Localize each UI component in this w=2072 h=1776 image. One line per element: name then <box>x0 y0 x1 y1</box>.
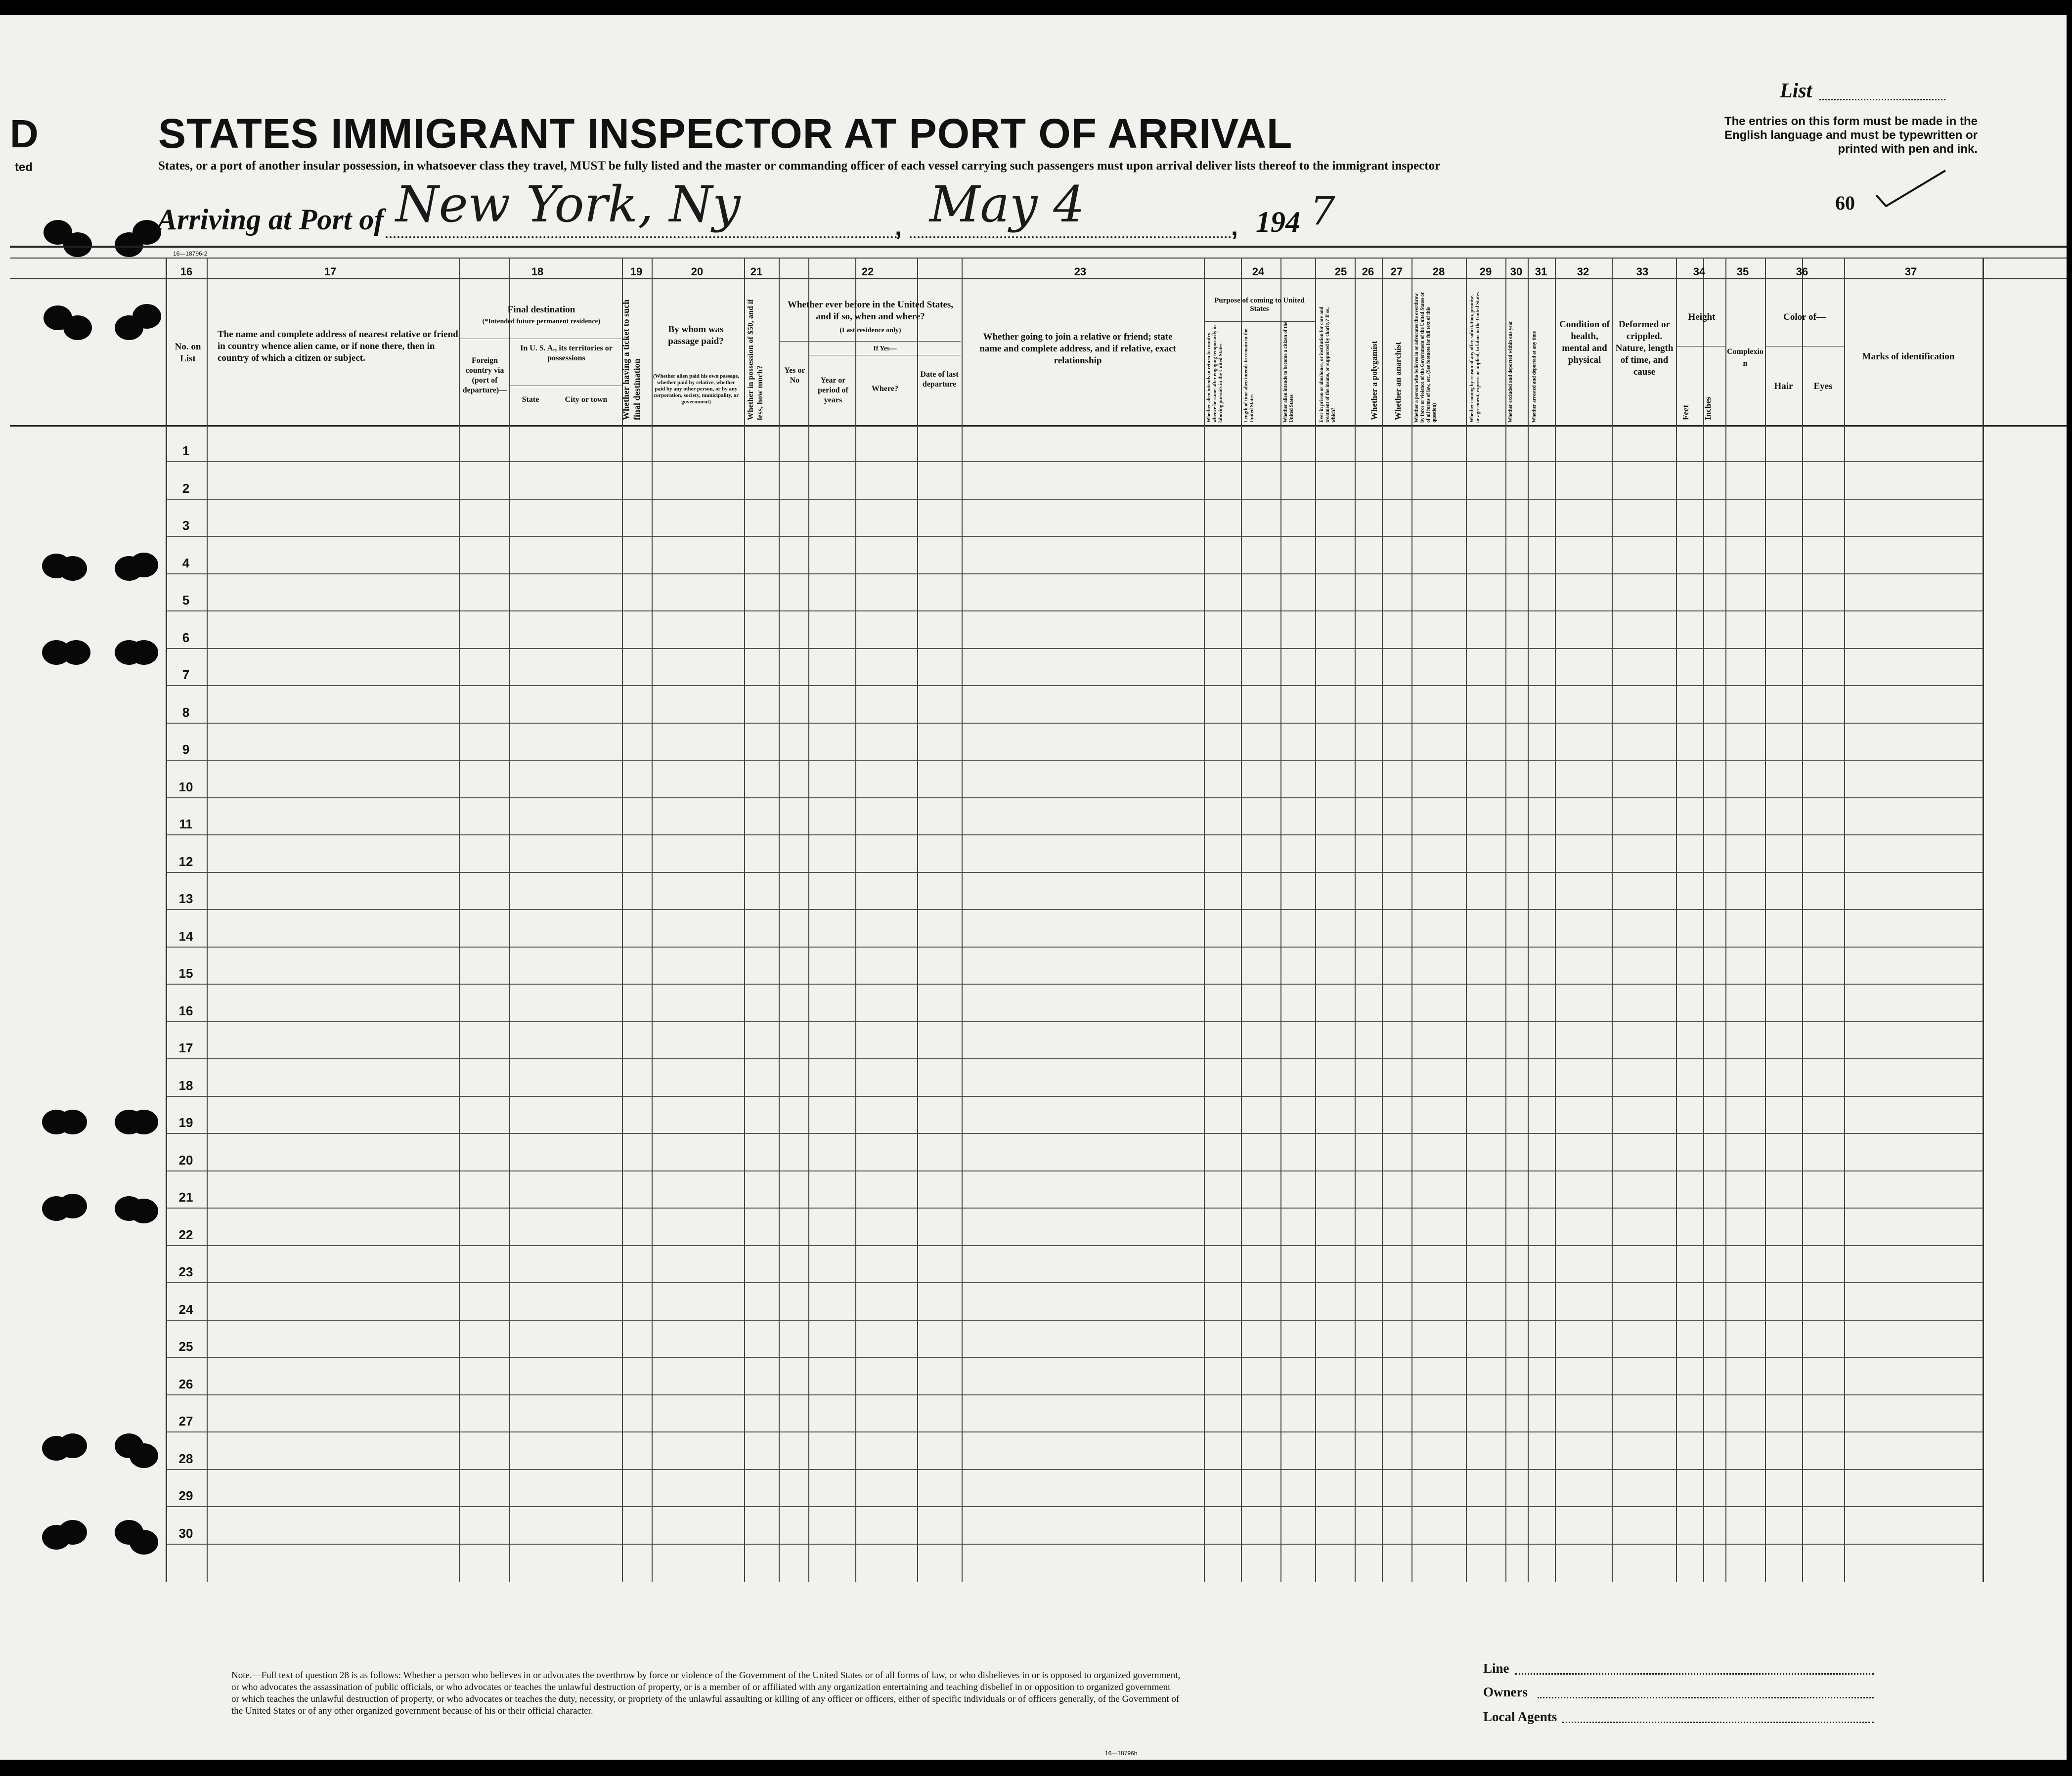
column-divider <box>1204 258 1205 1582</box>
column-number: 37 <box>1904 265 1917 278</box>
row-number: 11 <box>179 817 193 831</box>
column-number: 23 <box>1074 265 1087 278</box>
column-divider <box>1765 258 1766 1582</box>
row-number: 7 <box>182 667 190 682</box>
column-number: 32 <box>1577 265 1589 278</box>
column-divider <box>1241 258 1242 1582</box>
row-number: 12 <box>178 854 193 869</box>
punch-hole <box>58 1520 87 1545</box>
table-row[interactable] <box>166 834 1983 835</box>
row-number: 10 <box>178 779 193 794</box>
row-number: 27 <box>178 1414 193 1429</box>
table-row[interactable] <box>166 1021 1983 1022</box>
column-divider <box>1382 258 1383 1582</box>
table-row[interactable] <box>166 573 1983 574</box>
column-divider <box>1676 258 1677 1582</box>
agents-label: Local Agents <box>1483 1709 1557 1724</box>
header-c32: Condition of health, mental and physical <box>1559 319 1610 365</box>
arriving-label: Arriving at Port of <box>157 203 384 236</box>
column-number: 36 <box>1796 265 1808 278</box>
header-c18-usa: In U. S. A., its territories or possessions <box>520 344 613 362</box>
header-top-rule <box>10 246 2067 248</box>
column-divider <box>207 258 208 1582</box>
table-row[interactable] <box>166 610 1983 611</box>
column-divider <box>779 258 780 1582</box>
form-code-top: 16—18796-2 <box>173 250 208 257</box>
header-c17: The name and complete address of nearest relative or friend in country whence alien came, or if none there, then in country of which a citizen or subject. <box>218 329 458 363</box>
punch-hole <box>58 1194 87 1218</box>
header-c27: Whether an anarchist <box>1393 342 1403 420</box>
column-number: 26 <box>1362 265 1374 278</box>
punch-hole <box>130 553 158 577</box>
agents-field[interactable] <box>1562 1722 1874 1723</box>
year-prefix: 194 <box>1256 206 1300 238</box>
column-number: 21 <box>750 265 763 278</box>
column-divider <box>1355 258 1356 1582</box>
punch-hole <box>63 232 92 257</box>
table-row[interactable] <box>166 1058 1983 1059</box>
header-c19: Whether having a ticket to such final destination <box>621 299 642 420</box>
header-c22-yesno: Yes or No <box>784 366 805 385</box>
year-handwritten[interactable]: 7 <box>1310 188 1335 234</box>
column-divider <box>1703 258 1704 1582</box>
column-number: 27 <box>1390 265 1403 278</box>
list-label: List <box>1780 80 1812 102</box>
row-number: 5 <box>182 593 190 607</box>
header-c22-note: (Last residence only) <box>839 327 901 334</box>
header-c37: Marks of identification <box>1862 351 1955 362</box>
header-c36-title: Color of— <box>1783 312 1826 322</box>
table-row[interactable] <box>166 984 1983 985</box>
row-number: 22 <box>178 1227 193 1242</box>
owners-field[interactable] <box>1538 1697 1874 1698</box>
column-divider <box>744 258 745 1582</box>
punch-hole <box>130 1199 158 1223</box>
sub-rule-c34 <box>1676 346 1725 347</box>
punch-hole <box>58 556 87 581</box>
punch-hole <box>58 1110 87 1134</box>
port-line <box>386 236 897 238</box>
column-divider <box>808 258 809 1582</box>
list-number-line[interactable] <box>1819 99 1945 100</box>
sub-vrule-c18 <box>509 339 510 425</box>
comma-separator-2: , <box>1231 213 1238 241</box>
table-row[interactable] <box>166 872 1983 873</box>
row-number: 26 <box>178 1376 193 1391</box>
column-number: 17 <box>324 265 337 278</box>
owners-label: Owners <box>1483 1685 1528 1699</box>
row-number: 8 <box>182 704 190 720</box>
column-divider <box>917 258 918 1582</box>
table-row[interactable] <box>166 499 1983 500</box>
column-number-rule <box>10 258 2067 259</box>
column-number: 35 <box>1736 265 1749 278</box>
column-number: 33 <box>1636 265 1649 278</box>
row-number: 3 <box>182 518 190 533</box>
header-c34-feet: Feet <box>1681 404 1690 420</box>
punch-hole <box>63 315 92 340</box>
header-c18-city: City or town <box>565 395 608 404</box>
sub-rule-c36 <box>1765 346 1844 347</box>
column-number: 18 <box>531 265 544 278</box>
column-number: 29 <box>1479 265 1492 278</box>
column-number: 24 <box>1252 265 1265 278</box>
column-number: 30 <box>1510 265 1523 278</box>
table-row[interactable] <box>166 648 1983 649</box>
column-divider <box>1466 258 1467 1582</box>
paper-sheet <box>0 15 2067 1760</box>
table-row[interactable] <box>166 797 1983 798</box>
row-number: 6 <box>182 630 190 645</box>
column-divider <box>1411 258 1412 1582</box>
header-c25: Ever in prison or almshouse, or institution for care and treatment of the insane, or supported by charity? If so, which? <box>1319 306 1336 423</box>
form-subtitle: States, or a port of another insular possession, in whatsoever class they travel, MUST be fully listed and the master or commanding officer of each vessel carrying such passengers must upon arrival deliver lists thereof to the immigrant inspector <box>158 159 1441 173</box>
column-divider <box>622 258 623 1582</box>
header-c22-where: Where? <box>872 385 898 393</box>
table-row[interactable] <box>166 1320 1983 1321</box>
row-number: 20 <box>178 1152 193 1168</box>
header-c22-title: Whether ever before in the United States, and if so, when and where? <box>787 300 954 322</box>
column-divider <box>1802 258 1803 1582</box>
form-instructions: The entries on this form must be made in the English language and must be typewritten or printed with pen and ink. <box>1724 115 1978 156</box>
table-row[interactable] <box>166 723 1983 724</box>
column-number: 31 <box>1535 265 1547 278</box>
header-c26: Whether a polygamist <box>1369 341 1379 420</box>
column-divider <box>509 258 510 1582</box>
punch-hole <box>58 1433 87 1458</box>
header-c24-b: Length of time alien intends to remain in the United States <box>1243 329 1255 423</box>
row-number: 30 <box>178 1525 193 1541</box>
column-divider <box>1844 258 1845 1582</box>
row-number: 29 <box>178 1488 193 1503</box>
table-row[interactable] <box>166 685 1983 686</box>
form-title: STATES IMMIGRANT INSPECTOR AT PORT OF ARRIVAL <box>158 110 1293 157</box>
header-c24-a: Whether alien intends to return to country whence he came after engaging temporarily in laboring pursuits in the United States <box>1206 325 1224 423</box>
row-number: 1 <box>182 443 190 458</box>
row-number: 4 <box>182 555 190 570</box>
table-row[interactable] <box>166 1469 1983 1470</box>
date-handwritten[interactable]: May 4 <box>929 175 1085 233</box>
column-divider <box>1983 258 1984 1582</box>
header-c21: Whether in possession of $50, and if less, how much? <box>747 299 764 420</box>
table-row[interactable] <box>166 1170 1983 1171</box>
sub-rule-c22 <box>780 341 961 342</box>
punch-hole <box>130 1110 158 1134</box>
row-number: 21 <box>178 1190 193 1205</box>
column-divider <box>1725 258 1726 1582</box>
table-row[interactable] <box>166 536 1983 537</box>
header-c28: Whether a person who believes in or advocates the overthrow by force or violence of the Government of the United States or of all forms of law, etc. (See footnote for full text of this question) <box>1414 292 1437 423</box>
header-c33: Deformed or crippled. Nature, length of time, and cause <box>1615 319 1674 377</box>
table-row[interactable] <box>166 1282 1983 1283</box>
header-c29: Whether coming by reason of any offer, solicitation, promise, or agreement, express or implied, to labor in the United States <box>1469 292 1481 423</box>
row-number: 14 <box>178 928 193 944</box>
row-number: 25 <box>178 1339 193 1354</box>
row-number: 18 <box>178 1078 193 1093</box>
header-c18-state: State <box>522 395 539 404</box>
header-c35: Complexion <box>1727 347 1763 368</box>
header-c18-title: Final destination <box>507 304 575 315</box>
left-fragment-small: ted <box>15 161 33 174</box>
row-number: 16 <box>178 1003 193 1018</box>
column-divider <box>962 258 963 1582</box>
table-row[interactable] <box>166 1506 1983 1507</box>
header-no-on-list: No. on List <box>175 342 201 364</box>
header-bottom-rule <box>10 425 2067 427</box>
sub-rule-c24 <box>1204 321 1315 322</box>
column-number: 22 <box>861 265 874 278</box>
column-number: 19 <box>630 265 643 278</box>
punch-hole <box>130 640 158 665</box>
table-row[interactable] <box>166 1133 1983 1134</box>
table-row[interactable] <box>166 1357 1983 1358</box>
port-handwritten[interactable]: New York, Ny <box>396 175 741 233</box>
column-divider <box>459 258 460 1582</box>
comma-separator: , <box>895 213 902 241</box>
row-number: 2 <box>182 480 190 496</box>
column-number: 20 <box>691 265 704 278</box>
column-number: 28 <box>1432 265 1445 278</box>
row-number: 23 <box>178 1264 193 1279</box>
punch-hole <box>132 304 161 329</box>
line-field[interactable] <box>1515 1673 1874 1675</box>
column-divider <box>1505 258 1506 1582</box>
date-line <box>910 236 1231 238</box>
left-fragment-large: D <box>10 112 39 156</box>
header-c22-date: Date of last departure <box>920 370 959 389</box>
table-row[interactable] <box>166 1544 1983 1545</box>
header-c20-note: (Whether alien paid his own passage, whether paid by relative, whether paid by any other person, or by any corporation, society, municipality, or government) <box>653 373 739 405</box>
header-c24-c: Whether alien intends to become a citizen of the United States <box>1283 321 1294 423</box>
table-row[interactable] <box>166 461 1983 462</box>
column-divider <box>1528 258 1529 1582</box>
row-number: 17 <box>178 1040 193 1055</box>
header-c22-years: Year or period of years <box>818 376 848 404</box>
column-number: 25 <box>1334 265 1347 278</box>
row-number: 28 <box>178 1451 193 1466</box>
check-number: 60 <box>1835 192 1855 214</box>
header-c18-note: (*Intended future permanent residence) <box>482 318 601 325</box>
column-number: 16 <box>180 265 193 278</box>
header-rule <box>10 278 2067 279</box>
column-divider <box>1280 258 1281 1582</box>
column-divider <box>1315 258 1316 1582</box>
column-divider <box>1555 258 1556 1582</box>
checkmark-icon <box>1874 166 1948 210</box>
header-c30: Whether excluded and deported within one year <box>1508 321 1513 423</box>
header-c20-title: By whom was passage paid? <box>668 324 724 347</box>
row-number: 24 <box>178 1301 193 1317</box>
punch-hole <box>130 1530 158 1555</box>
header-c18-foreign: Foreign country via (port of departure)— <box>462 356 507 394</box>
header-c36-eyes: Eyes <box>1813 381 1833 391</box>
row-number: 15 <box>178 966 193 981</box>
header-c24-title: Purpose of coming to United States <box>1214 297 1305 313</box>
table-row[interactable] <box>166 1245 1983 1246</box>
header-c22-ifyes: If Yes— <box>873 345 897 352</box>
header-c36-hair: Hair <box>1774 381 1793 391</box>
table-row[interactable] <box>166 1394 1983 1395</box>
table-row[interactable] <box>166 1208 1983 1209</box>
column-divider <box>652 258 653 1582</box>
line-label: Line <box>1483 1661 1509 1676</box>
form-code-bottom: 16—18796b <box>1105 1750 1138 1757</box>
column-divider <box>855 258 856 1582</box>
row-number: 19 <box>178 1115 193 1130</box>
table-row[interactable] <box>166 947 1983 948</box>
column-number: 34 <box>1693 265 1706 278</box>
punch-hole <box>62 640 90 665</box>
footnote-q28: Note.—Full text of question 28 is as follows: Whether a person who believes in or advocates the overthrow by force or violence of the Government of the United States or of all forms of law, or who disbelieves in or is opposed to organized government, or who advocates the assassination of public officials, or who advocates or teaches the unlawful destruction of property, or is a member of or affiliated with any organization entertaining and teaching disbelief in or opposition to organized government or which teaches the unlawful destruction of property, or who advocates or teaches the duty, necessity, or propriety of the unlawful assaulting or killing of any officer or officers, either of specific individuals or of officers generally, of the Government of the United States or of any other organized government because of his or their official character. <box>231 1670 1181 1716</box>
row-number: 9 <box>182 742 190 757</box>
table-row[interactable] <box>166 909 1983 910</box>
row-number: 13 <box>178 891 193 906</box>
punch-hole <box>130 1443 158 1468</box>
table-row[interactable] <box>166 1096 1983 1097</box>
header-c31: Whether arrested and deported at any time <box>1532 331 1537 423</box>
table-row[interactable] <box>166 1431 1983 1432</box>
column-divider <box>1612 258 1613 1582</box>
header-c34-inches: Inches <box>1703 396 1713 420</box>
header-c23: Whether going to join a relative or friend; state name and complete address, and if relative, exact relationship <box>979 332 1176 366</box>
table-row[interactable] <box>166 760 1983 761</box>
header-c34-title: Height <box>1688 312 1716 322</box>
